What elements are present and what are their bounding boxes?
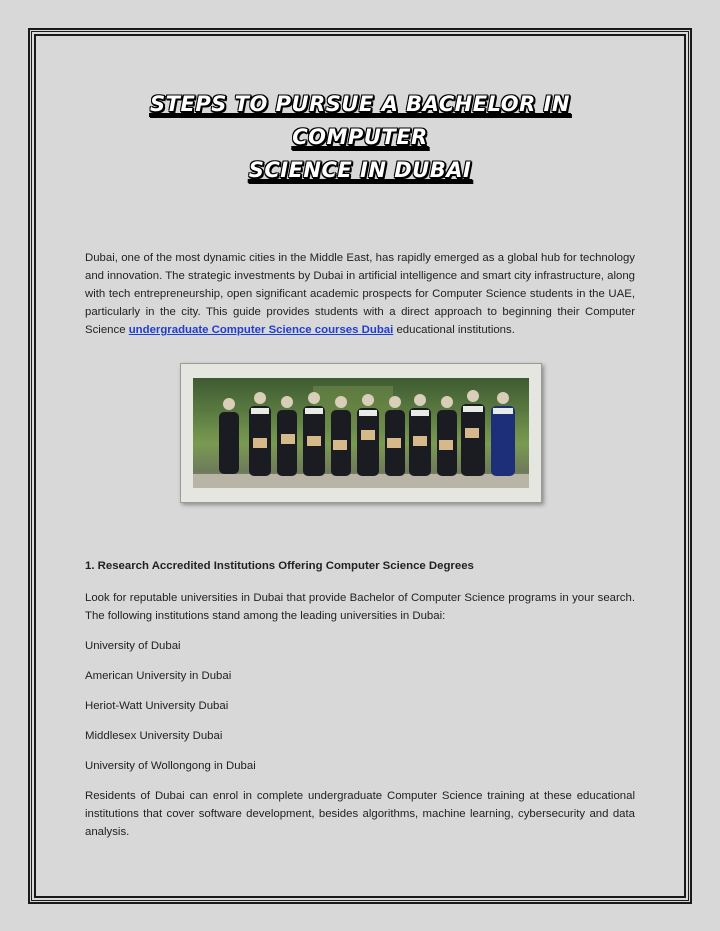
university-item: Heriot-Watt University Dubai (85, 700, 229, 712)
intro-paragraph (85, 249, 635, 339)
section-1-closing: Residents of Dubai can enrol in complete undergraduate Computer Science training at these educational institutions that cover software development, besides algorithms, machine learning, cybersecurity and data analysis. (85, 790, 635, 838)
university-item: University of Wollongong in Dubai (85, 760, 256, 772)
university-item: American University in Dubai (85, 670, 232, 682)
document-title (85, 88, 635, 187)
section-1-body (85, 589, 635, 853)
graduation-photo-frame (180, 363, 542, 503)
graduates-illustration (193, 378, 529, 488)
document-content (85, 88, 635, 339)
title-line-1: STEPS TO PURSUE A BACHELOR IN COMPUTER (150, 92, 570, 149)
graduation-photo (193, 378, 529, 488)
courses-link[interactable]: undergraduate Computer Science courses Dubai (128, 324, 394, 336)
title-line-2: SCIENCE IN DUBAI (248, 158, 472, 182)
university-item: Middlesex University Dubai (85, 730, 223, 742)
university-item: University of Dubai (85, 640, 181, 652)
section-1-heading: 1. Research Accredited Institutions Offering Computer Science Degrees (85, 560, 474, 572)
intro-text-end: educational institutions. (393, 324, 515, 336)
intro-text: Dubai, one of the most dynamic cities in the Middle East, has rapidly emerged as a global hub for technology and innovation. The strategic investments by Dubai in artificial intelligence and smart city infrastructure, along with tech entrepreneurship, open significant academic prospects for Computer Science students in the UAE, particularly in the city. This guide provides students with a direct approach to beginning their Computer Science (85, 252, 635, 336)
section-1-lead: Look for reputable universities in Dubai that provide Bachelor of Computer Science programs in your search. The following institutions stand among the leading universities in Dubai: (85, 592, 635, 622)
